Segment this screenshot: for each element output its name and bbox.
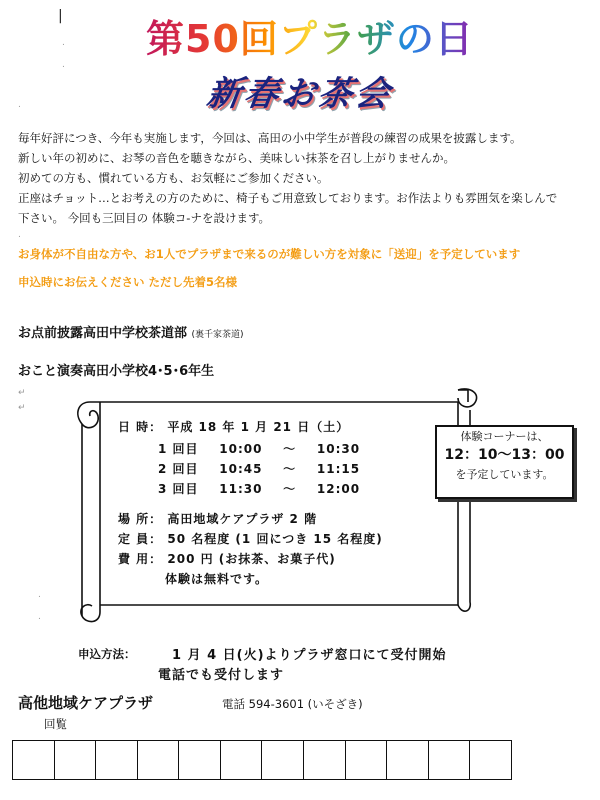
activity-tea [18,322,244,341]
taiken-line1: 体験コーナーは、 [460,430,549,443]
session-label: 3 回目 [158,482,199,496]
place-row [118,510,317,527]
paragraph-mark: ↵ [18,388,26,398]
circulation-stamp-cell [387,741,429,779]
session-start: 10:45 [219,462,263,476]
paragraph-mark: . [18,230,21,240]
paragraph-mark: . [38,590,41,600]
intro-line: 初めての方も、慣れている方も、お気軽にご参加ください。 [18,171,329,185]
capacity-label: 定 員： [118,532,163,546]
session-start: 11:30 [219,482,263,496]
session-end: 11:15 [316,462,361,476]
place-value: 高田地域ケアプラザ 2 階 [167,512,318,526]
organization-name: 高他地域ケアプラザ [18,694,154,712]
date-label: 日 時： [118,420,163,434]
free-note: 体験は無料です。 [165,572,269,586]
circulation-stamp-cell [221,741,263,779]
session-label: 2 回目 [158,462,199,476]
circulation-stamp-cell [96,741,138,779]
circulation-stamp-cell [55,741,97,779]
page-subtitle: 新春お茶会 [204,74,395,114]
fee-label: 費 用： [118,552,163,566]
capacity-row [118,530,383,547]
circulation-stamp-cell [304,741,346,779]
circulation-stamp-cell [470,741,511,779]
circulation-stamp-cell [262,741,304,779]
fee-value: 200 円 (お抹茶、お菓子代) [167,552,336,566]
transport-notice: お身体が不自由な方や、お1人でプラザまで来るのが難しい方を対象に「送迎」を予定しています [18,247,521,261]
application-label: 申込方法： [78,647,136,661]
activity-tea-text: お点前披露高田中学校茶道部 [18,326,188,341]
capacity-value: 50 名程度 (1 回につき 15 名程度) [167,532,383,546]
intro-line: 下さい。 今回も三回目の 体験コ-ナを設けます。 [18,211,271,225]
paragraph-mark: . [18,100,21,110]
circulation-stamp-cell [13,741,55,779]
date-value: 平成 18 年 1 月 21 日（土） [167,420,350,434]
session-sep: ～ [283,462,297,476]
circulation-stamp-cell [138,741,180,779]
circulation-stamp-cell [429,741,471,779]
session-label: 1 回目 [158,442,199,456]
page-title [100,8,520,63]
session-sep: ～ [283,482,297,496]
intro-line: 正座はチョット…とお考えの方のために、椅子もご用意致しております。お作法よりも雰囲気を楽しんで [18,191,558,205]
date-row [118,418,349,435]
paragraph-mark: . [62,38,65,48]
circulation-stamp-cell [346,741,388,779]
session-row [158,480,360,497]
circulation-grid [12,740,512,780]
activity-koto: おこと演奏高田小学校4･5･6年生 [18,364,215,379]
intro-line: 毎年好評につき、今年も実施します，今回は、高田の小中学生が普段の練習の成果を披露します。 [18,131,522,145]
session-row [158,440,360,457]
session-end: 12:00 [316,482,361,496]
circulation-label: 回覧 [44,717,67,731]
phone-contact: 電話 594-3601 (いそざき) [222,697,363,711]
application-line1: 1 月 4 日(火)よりプラザ窓口にて受付開始 [172,648,447,663]
session-sep: ～ [283,442,297,456]
taiken-time: 12：10～13：00 [444,447,565,463]
scroll-frame [70,380,495,625]
activity-tea-note: (裏千家茶道) [191,330,244,340]
place-label: 場 所： [118,512,163,526]
paragraph-mark: . [38,612,41,622]
application-line2: 電話でも受付します [158,668,285,683]
fee-row [118,550,336,567]
taiken-line3: を予定しています。 [455,468,554,481]
page-title-text: 第50回プラザの日 [146,17,474,61]
circulation-stamp-cell [179,741,221,779]
paragraph-mark: ↵ [18,403,26,413]
transport-notice-detail: 申込時にお伝えください ただし先着5名様 [18,275,238,289]
taiken-box [435,425,574,499]
session-start: 10:00 [219,442,263,456]
intro-line: 新しい年の初めに、お琴の音色を聴きながら、美味しい抹茶を召し上がりませんか。 [18,151,455,165]
paragraph-mark: . [62,60,65,70]
session-end: 10:30 [316,442,361,456]
text-cursor: | [58,8,63,24]
session-row [158,460,360,477]
